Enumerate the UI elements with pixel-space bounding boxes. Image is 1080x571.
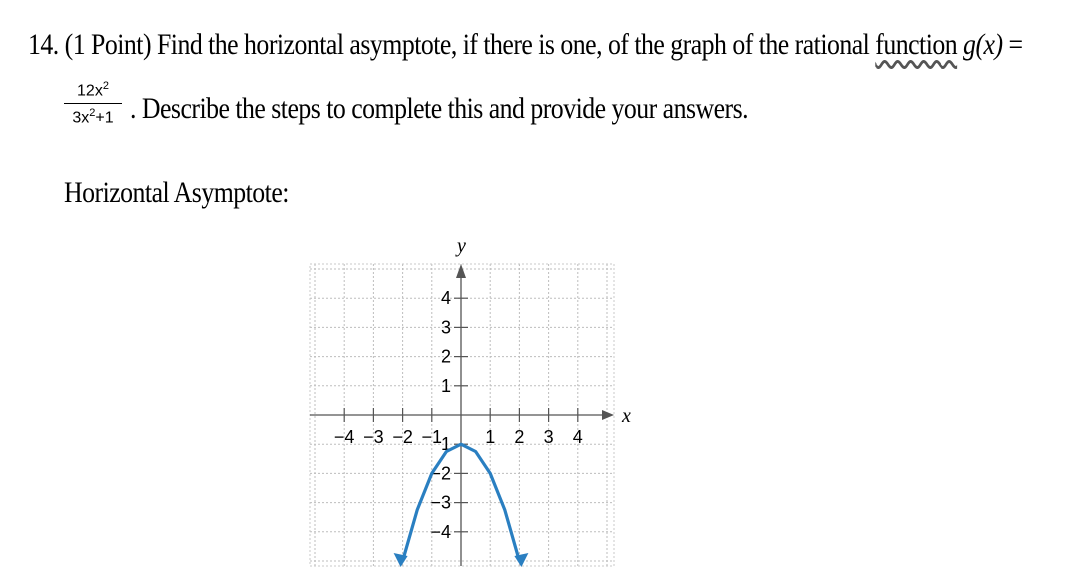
- x-axis-arrow: [602, 410, 614, 420]
- question-instructions: [130, 92, 748, 126]
- y-axis-label: y: [457, 235, 466, 257]
- question-line: [28, 28, 1023, 62]
- function-name: g: [963, 28, 976, 61]
- axes: [310, 264, 614, 566]
- equals-sign: =: [1008, 28, 1023, 61]
- instructions-text: Describe the steps to complete this and provide your answers.: [141, 92, 749, 125]
- function-arg: (x): [975, 28, 1003, 61]
- x-tick-label: 3: [543, 427, 554, 447]
- y-tick-label: 3: [440, 317, 451, 338]
- answer-label: Horizontal Asymptote:: [64, 176, 289, 209]
- question-number: 14.: [28, 28, 59, 61]
- y-tick-label: 2: [440, 346, 451, 367]
- x-tick-label: −2: [392, 427, 413, 447]
- x-tick-label: 1: [485, 427, 496, 447]
- fraction-denominator: $3x^2+1$: [72, 107, 114, 127]
- y-tick-label: −4: [430, 521, 451, 542]
- y-tick-label: −3: [430, 492, 451, 513]
- y-tick-label: 1: [440, 375, 451, 396]
- rational-fraction: [62, 80, 124, 128]
- x-tick-label: 4: [572, 427, 583, 447]
- function-link[interactable]: function: [875, 28, 958, 61]
- x-tick-label: −3: [363, 427, 384, 447]
- x-axis-label: x: [622, 405, 631, 427]
- y-axis-arrow: [456, 264, 466, 278]
- y-tick-label: 1: [440, 434, 451, 455]
- question-text: Find the horizontal asymptote, if there is one, of the graph of the rational: [156, 28, 870, 61]
- fraction-numerator: $12x^2$: [77, 80, 109, 100]
- x-tick-label: −4: [333, 427, 355, 447]
- parabola-graph: [300, 232, 630, 571]
- y-tick-label: 4: [440, 288, 451, 309]
- x-tick-label: 2: [514, 427, 525, 447]
- x-tick-label: −1: [421, 427, 443, 447]
- fraction-period: .: [130, 92, 136, 125]
- y-tick-label: −2: [430, 463, 451, 484]
- question-points: (1 Point): [64, 28, 152, 61]
